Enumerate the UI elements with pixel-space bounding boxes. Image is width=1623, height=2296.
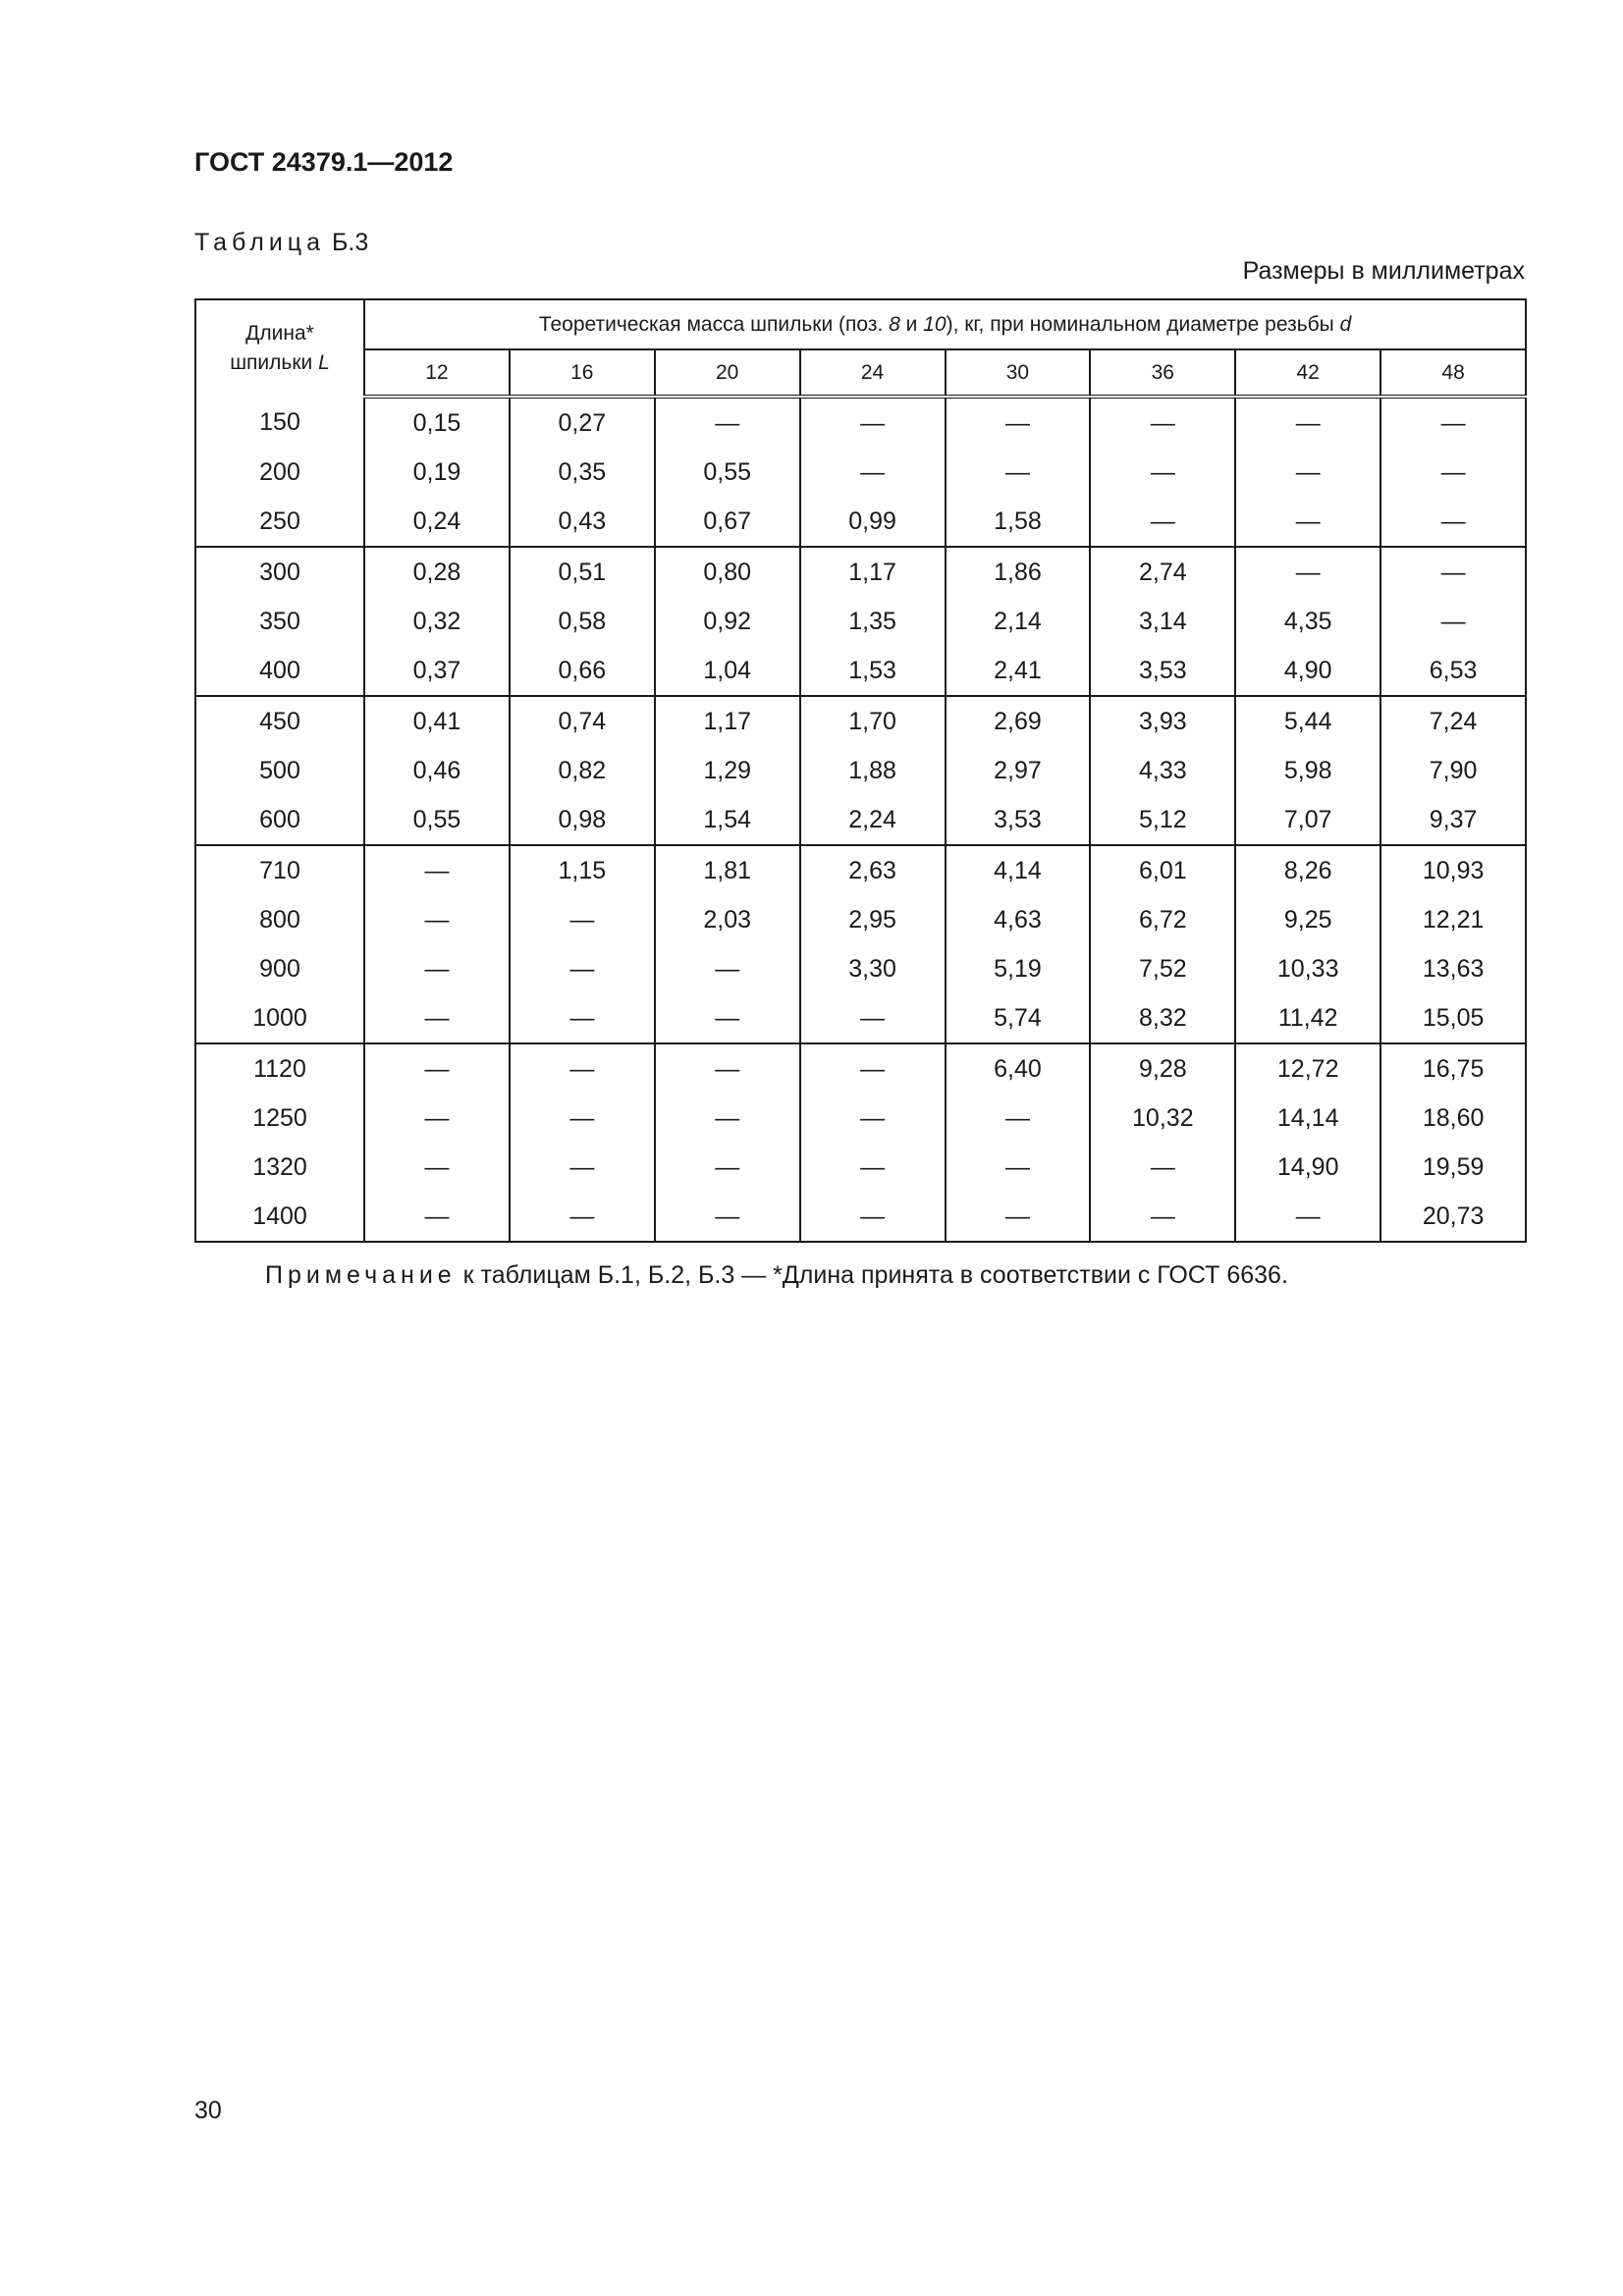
mass-cell: 4,33 <box>1090 746 1235 795</box>
mass-cell: 1,58 <box>946 497 1091 547</box>
table-row <box>195 944 1526 993</box>
length-cell: 500 <box>195 746 364 795</box>
mass-cell: 0,24 <box>364 497 510 547</box>
mass-cell: 20,73 <box>1380 1192 1526 1242</box>
length-cell: 800 <box>195 895 364 944</box>
mass-cell: 2,63 <box>800 845 946 895</box>
diameter-header-cell: 48 <box>1380 349 1526 397</box>
mass-cell: 16,75 <box>1380 1043 1526 1094</box>
mass-cell: — <box>364 1143 510 1192</box>
mass-cell: — <box>364 1094 510 1143</box>
mass-cell: 5,44 <box>1235 696 1380 746</box>
footnote <box>265 1261 1288 1290</box>
mass-cell: 6,01 <box>1090 845 1235 895</box>
mass-cell: 1,04 <box>655 646 800 696</box>
mass-cell: — <box>1380 497 1526 547</box>
mass-cell: — <box>1380 597 1526 646</box>
mass-header-and: и <box>899 312 924 336</box>
mass-cell: — <box>364 1043 510 1094</box>
mass-cell: — <box>1235 497 1380 547</box>
mass-cell: 0,80 <box>655 547 800 597</box>
mass-cell: — <box>655 1143 800 1192</box>
mass-cell: 3,53 <box>1090 646 1235 696</box>
mass-cell: — <box>800 993 946 1043</box>
mass-cell: 4,35 <box>1235 597 1380 646</box>
mass-cell: — <box>800 1192 946 1242</box>
mass-cell: 0,92 <box>655 597 800 646</box>
mass-cell: — <box>1380 448 1526 497</box>
diameter-header-cell: 20 <box>655 349 800 397</box>
length-cell: 1320 <box>195 1143 364 1192</box>
mass-cell: 7,24 <box>1380 696 1526 746</box>
mass-cell: 13,63 <box>1380 944 1526 993</box>
mass-cell: 2,95 <box>800 895 946 944</box>
mass-cell: — <box>510 944 655 993</box>
diameter-header-cell: 36 <box>1090 349 1235 397</box>
mass-cell: 0,67 <box>655 497 800 547</box>
length-cell: 1000 <box>195 993 364 1043</box>
mass-cell: 7,07 <box>1235 795 1380 845</box>
mass-cell: 1,81 <box>655 845 800 895</box>
mass-cell: 12,21 <box>1380 895 1526 944</box>
mass-cell: 5,12 <box>1090 795 1235 845</box>
mass-header-symbol: d <box>1339 312 1352 336</box>
mass-cell: — <box>1090 1143 1235 1192</box>
table-row <box>195 1143 1526 1192</box>
mass-cell: 0,27 <box>510 397 655 448</box>
mass-cell: 6,72 <box>1090 895 1235 944</box>
mass-cell: — <box>800 448 946 497</box>
mass-cell: — <box>510 1192 655 1242</box>
mass-cell: 6,40 <box>946 1043 1091 1094</box>
mass-cell: — <box>1235 1192 1380 1242</box>
mass-cell: 0,99 <box>800 497 946 547</box>
table-row <box>195 1094 1526 1143</box>
mass-cell: — <box>364 845 510 895</box>
mass-cell: 15,05 <box>1380 993 1526 1043</box>
mass-cell: — <box>655 1043 800 1094</box>
mass-cell: — <box>1235 397 1380 448</box>
mass-cell: 18,60 <box>1380 1094 1526 1143</box>
mass-cell: — <box>800 1143 946 1192</box>
length-cell: 450 <box>195 696 364 746</box>
table-caption <box>194 229 368 257</box>
mass-cell: 3,93 <box>1090 696 1235 746</box>
mass-cell: 5,98 <box>1235 746 1380 795</box>
mass-cell: — <box>800 1094 946 1143</box>
mass-cell: 9,25 <box>1235 895 1380 944</box>
mass-cell: 0,28 <box>364 547 510 597</box>
mass-cell: 7,90 <box>1380 746 1526 795</box>
mass-cell: — <box>510 993 655 1043</box>
mass-cell: 1,29 <box>655 746 800 795</box>
diameter-header-cell: 30 <box>946 349 1091 397</box>
mass-cell: 1,15 <box>510 845 655 895</box>
mass-cell: 2,74 <box>1090 547 1235 597</box>
length-cell: 1250 <box>195 1094 364 1143</box>
mass-cell: 10,33 <box>1235 944 1380 993</box>
length-cell: 300 <box>195 547 364 597</box>
length-cell: 250 <box>195 497 364 547</box>
mass-cell: — <box>655 1192 800 1242</box>
mass-table <box>194 298 1527 1243</box>
mass-cell: 14,90 <box>1235 1143 1380 1192</box>
table-body <box>195 397 1526 1242</box>
table-row <box>195 448 1526 497</box>
mass-cell: — <box>800 397 946 448</box>
mass-cell: 10,93 <box>1380 845 1526 895</box>
mass-cell: 0,55 <box>655 448 800 497</box>
length-cell: 1120 <box>195 1043 364 1094</box>
table-row <box>195 993 1526 1043</box>
mass-cell: 0,74 <box>510 696 655 746</box>
table-row <box>195 845 1526 895</box>
mass-cell: 1,86 <box>946 547 1091 597</box>
table-row <box>195 1192 1526 1242</box>
diameter-header-cell: 24 <box>800 349 946 397</box>
mass-cell: 0,46 <box>364 746 510 795</box>
length-cell: 900 <box>195 944 364 993</box>
mass-cell: — <box>510 1094 655 1143</box>
units-note: Размеры в миллиметрах <box>1242 257 1525 285</box>
mass-header-part1: Теоретическая масса шпильки (поз. <box>538 312 890 336</box>
mass-cell: — <box>364 993 510 1043</box>
mass-cell: 0,19 <box>364 448 510 497</box>
mass-cell: 3,53 <box>946 795 1091 845</box>
mass-cell: — <box>364 944 510 993</box>
mass-cell: 1,54 <box>655 795 800 845</box>
mass-cell: 1,17 <box>800 547 946 597</box>
mass-cell: 1,17 <box>655 696 800 746</box>
mass-cell: 1,88 <box>800 746 946 795</box>
length-header-symbol: L <box>318 351 330 374</box>
table-row <box>195 696 1526 746</box>
mass-cell: 5,74 <box>946 993 1091 1043</box>
mass-cell: 12,72 <box>1235 1043 1380 1094</box>
length-cell: 400 <box>195 646 364 696</box>
mass-cell: 0,37 <box>364 646 510 696</box>
mass-cell: 4,63 <box>946 895 1091 944</box>
length-cell: 150 <box>195 397 364 448</box>
mass-cell: — <box>946 1143 1091 1192</box>
mass-cell: 11,42 <box>1235 993 1380 1043</box>
length-cell: 1400 <box>195 1192 364 1242</box>
table-row <box>195 646 1526 696</box>
footnote-label: Примечание <box>265 1261 457 1289</box>
mass-cell: — <box>655 993 800 1043</box>
mass-cell: — <box>510 1043 655 1094</box>
mass-cell: 9,28 <box>1090 1043 1235 1094</box>
diameter-header-row <box>195 349 1526 397</box>
mass-cell: — <box>946 448 1091 497</box>
mass-cell: — <box>1090 1192 1235 1242</box>
mass-cell: 2,41 <box>946 646 1091 696</box>
length-cell: 600 <box>195 795 364 845</box>
length-cell: 200 <box>195 448 364 497</box>
page-number: 30 <box>194 2097 222 2124</box>
mass-cell: 5,19 <box>946 944 1091 993</box>
mass-cell: 10,32 <box>1090 1094 1235 1143</box>
mass-cell: 2,69 <box>946 696 1091 746</box>
table-caption-number: Б.3 <box>331 229 369 256</box>
mass-cell: 8,32 <box>1090 993 1235 1043</box>
mass-cell: — <box>1090 397 1235 448</box>
diameter-header-cell: 16 <box>510 349 655 397</box>
mass-column-header <box>364 299 1526 349</box>
mass-header-part2: ), кг, при номинальном диаметре резьбы <box>946 312 1340 336</box>
mass-cell: — <box>510 895 655 944</box>
mass-cell: 4,90 <box>1235 646 1380 696</box>
table-row <box>195 895 1526 944</box>
mass-cell: 0,35 <box>510 448 655 497</box>
mass-cell: 2,14 <box>946 597 1091 646</box>
mass-cell: — <box>1380 547 1526 597</box>
diameter-header-cell: 12 <box>364 349 510 397</box>
mass-cell: 0,82 <box>510 746 655 795</box>
table-row <box>195 795 1526 845</box>
mass-cell: 0,58 <box>510 597 655 646</box>
mass-cell: 9,37 <box>1380 795 1526 845</box>
table-caption-prefix: Таблица <box>194 229 326 256</box>
table-row <box>195 397 1526 448</box>
mass-cell: — <box>364 895 510 944</box>
mass-cell: — <box>1235 448 1380 497</box>
mass-cell: 1,53 <box>800 646 946 696</box>
mass-cell: — <box>946 1192 1091 1242</box>
mass-cell: 0,41 <box>364 696 510 746</box>
mass-cell: 0,55 <box>364 795 510 845</box>
mass-cell: — <box>655 1094 800 1143</box>
mass-cell: 8,26 <box>1235 845 1380 895</box>
mass-cell: 4,14 <box>946 845 1091 895</box>
mass-cell: 3,30 <box>800 944 946 993</box>
mass-cell: 0,51 <box>510 547 655 597</box>
mass-cell: 2,03 <box>655 895 800 944</box>
mass-cell: — <box>364 1192 510 1242</box>
length-column-header <box>195 299 364 397</box>
mass-cell: — <box>655 397 800 448</box>
mass-header-item2: 10 <box>923 312 947 336</box>
mass-cell: 19,59 <box>1380 1143 1526 1192</box>
length-cell: 350 <box>195 597 364 646</box>
mass-cell: — <box>946 397 1091 448</box>
mass-cell: 1,70 <box>800 696 946 746</box>
mass-cell: 0,98 <box>510 795 655 845</box>
diameter-header-cell: 42 <box>1235 349 1380 397</box>
mass-cell: — <box>655 944 800 993</box>
mass-cell: 1,35 <box>800 597 946 646</box>
mass-cell: 2,97 <box>946 746 1091 795</box>
mass-cell: — <box>1235 547 1380 597</box>
mass-cell: — <box>800 1043 946 1094</box>
mass-cell: 0,43 <box>510 497 655 547</box>
mass-cell: 14,14 <box>1235 1094 1380 1143</box>
mass-cell: 7,52 <box>1090 944 1235 993</box>
mass-cell: — <box>1090 448 1235 497</box>
footnote-text: к таблицам Б.1, Б.2, Б.3 — *Длина принята в соответствии с ГОСТ 6636. <box>456 1261 1288 1289</box>
table-row <box>195 597 1526 646</box>
table-row <box>195 1043 1526 1094</box>
mass-cell: — <box>946 1094 1091 1143</box>
mass-cell: 0,32 <box>364 597 510 646</box>
length-cell: 710 <box>195 845 364 895</box>
table-row <box>195 547 1526 597</box>
mass-cell: — <box>1090 497 1235 547</box>
length-header-line2: шпильки <box>230 351 313 374</box>
mass-cell: 0,15 <box>364 397 510 448</box>
mass-cell: 3,14 <box>1090 597 1235 646</box>
mass-cell: — <box>510 1143 655 1192</box>
mass-header-item1: 8 <box>889 312 900 336</box>
table-row <box>195 497 1526 547</box>
length-header-line1: Длина* <box>245 322 314 345</box>
document-title: ГОСТ 24379.1—2012 <box>194 147 454 177</box>
mass-cell: 6,53 <box>1380 646 1526 696</box>
mass-cell: — <box>1380 397 1526 448</box>
table-row <box>195 746 1526 795</box>
mass-cell: 2,24 <box>800 795 946 845</box>
mass-cell: 0,66 <box>510 646 655 696</box>
